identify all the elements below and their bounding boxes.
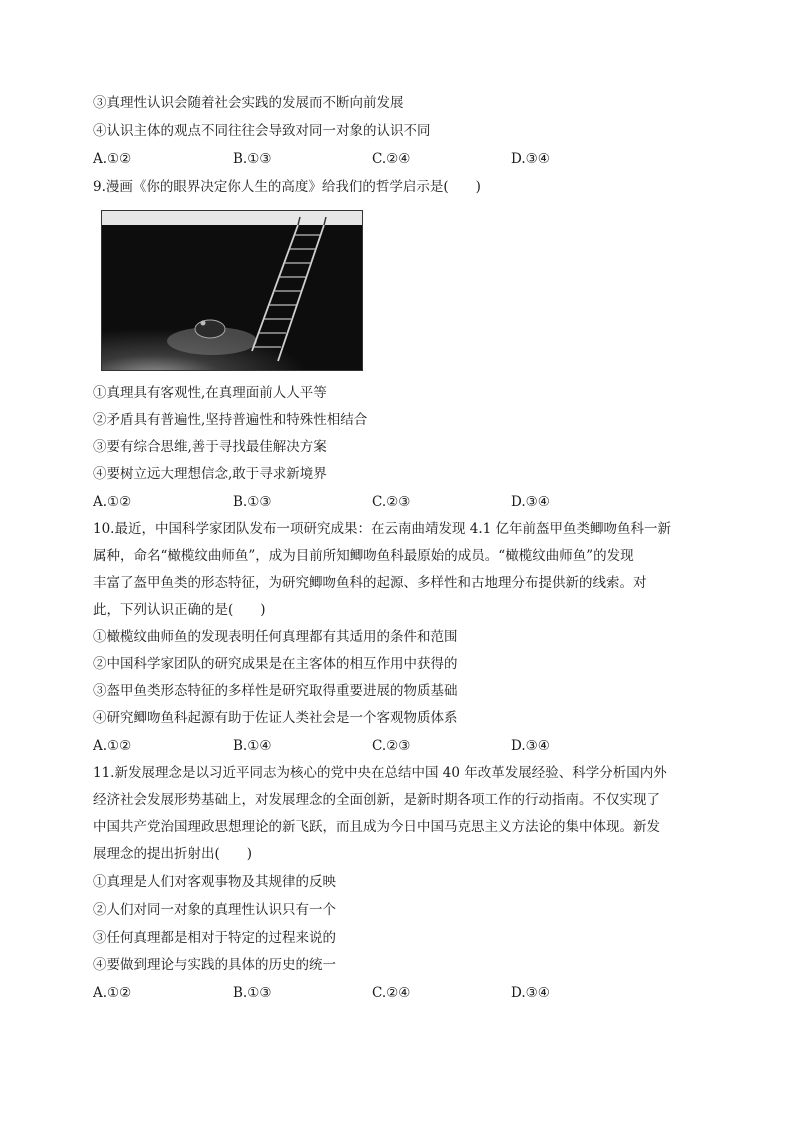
q11-statement-1: ①真理是人们对客观事物及其规律的反映 [93, 874, 336, 890]
q10-statement-3: ③盔甲鱼类形态特征的多样性是研究取得重要进展的物质基础 [93, 683, 458, 699]
cartoon-illustration [102, 211, 362, 370]
q11-statement-3: ③任何真理都是相对于特定的过程来说的 [93, 930, 336, 946]
q10-option-c: C.②③ [372, 738, 411, 754]
q8-statement-4: ④认识主体的观点不同往往会导致对同一对象的认识不同 [93, 123, 431, 139]
q10-stem-line-4: 此，下列认识正确的是( ) [93, 602, 266, 618]
q9-option-b: B.①③ [233, 494, 272, 510]
q10-option-a: A.①② [93, 738, 132, 754]
q9-option-a: A.①② [93, 494, 132, 510]
q8-option-c: C.②④ [372, 151, 411, 167]
q11-stem-line-4: 展理念的提出折射出( ) [93, 846, 253, 862]
q9-stem: 9.漫画《你的眼界决定你人生的高度》给我们的哲学启示是( ) [93, 179, 481, 195]
q11-stem-line-3: 中国共产党治国理政思想理论的新飞跃，而且成为今日中国马克思主义方法论的集中体现。新发 [93, 819, 660, 835]
q9-option-c: C.②③ [372, 494, 411, 510]
q10-statement-1: ①橄榄纹曲师鱼的发现表明任何真理都有其适用的条件和范围 [93, 629, 458, 645]
q9-option-d: D.③④ [511, 494, 550, 510]
q11-stem-line-1: 11.新发展理念是以习近平同志为核心的党中央在总结中国 40 年改革发展经验、科学分析国内外 [93, 765, 667, 781]
q10-options [93, 737, 713, 755]
q11-stem-line-2: 经济社会发展形势基础上，对发展理念的全面创新，是新时期各项工作的行动指南。不仅实现了 [93, 792, 660, 808]
q9-cartoon-image [101, 210, 363, 371]
q8-option-d: D.③④ [511, 151, 550, 167]
q9-options [93, 493, 713, 511]
q10-option-b: B.①④ [233, 738, 272, 754]
q11-statement-4: ④要做到理论与实践的具体的历史的统一 [93, 957, 336, 973]
q9-statement-2: ②矛盾具有普遍性,坚持普遍性和特殊性相结合 [93, 412, 368, 428]
q10-statement-4: ④研究鲫吻鱼科起源有助于佐证人类社会是一个客观物质体系 [93, 710, 458, 726]
q11-option-c: C.②④ [372, 985, 411, 1001]
q10-stem-line-2: 属种，命名“橄榄纹曲师鱼”，成为目前所知鲫吻鱼科最原始的成员。“橄榄纹曲师鱼”的发现 [93, 548, 634, 564]
q10-stem-line-1: 10.最近，中国科学家团队发布一项研究成果：在云南曲靖发现 4.1 亿年前盔甲鱼类鲫吻鱼科一新 [93, 521, 672, 537]
q8-options [93, 150, 713, 168]
q9-statement-4: ④要树立远大理想信念,敢于寻求新境界 [93, 466, 327, 482]
q8-option-b: B.①③ [233, 151, 272, 167]
q8-statement-3: ③真理性认识会随着社会实践的发展而不断向前发展 [93, 95, 404, 111]
q11-statement-2: ②人们对同一对象的真理性认识只有一个 [93, 902, 336, 918]
q9-statement-1: ①真理具有客观性,在真理面前人人平等 [93, 385, 327, 401]
q10-statement-2: ②中国科学家团队的研究成果是在主客体的相互作用中获得的 [93, 656, 458, 672]
q10-stem-line-3: 丰富了盔甲鱼类的形态特征，为研究鲫吻鱼科的起源、多样性和古地理分布提供新的线索。对 [93, 575, 647, 591]
q9-statement-3: ③要有综合思维,善于寻找最佳解决方案 [93, 439, 327, 455]
q11-option-a: A.①② [93, 985, 132, 1001]
q10-option-d: D.③④ [511, 738, 550, 754]
q11-option-b: B.①③ [233, 985, 272, 1001]
q8-option-a: A.①② [93, 151, 132, 167]
q11-options [93, 984, 713, 1002]
q11-option-d: D.③④ [511, 985, 550, 1001]
